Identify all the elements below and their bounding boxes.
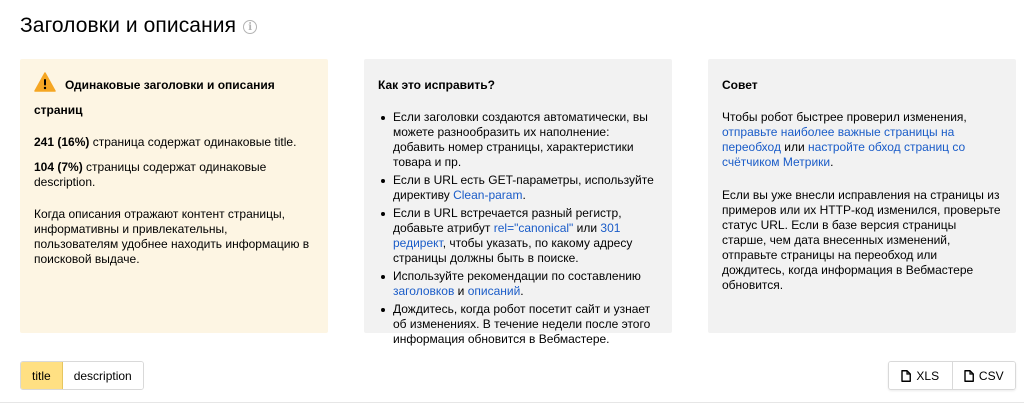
export-group [888, 361, 1016, 390]
list-item-text: и [454, 284, 468, 298]
tip-paragraph-2: Если вы уже внесли исправления на страницы из примеров или их HTTP-код изменился, проверьте статус URL. Если в базе версия страницы старше, чем дата внесенных изменений, отправьте страницы на переобход или дождитесь, когда информация в Вебмастере обновится. [722, 188, 1001, 292]
list-item-text: Дождитесь, когда робот посетит сайт и узнает об изменениях. В течение недели после этого информация обновится в Вебмастере. [393, 302, 651, 346]
stat-text: страница содержат одинаковые title. [89, 135, 297, 149]
titles-guide-link[interactable]: заголовков [393, 284, 455, 298]
list-item-text: , чтобы указать, по какому адресу страницы должны быть в поиске. [393, 236, 633, 265]
list-item [378, 206, 658, 266]
canonical-link[interactable]: rel="canonical" [493, 221, 574, 235]
export-csv-label: CSV [978, 368, 1004, 383]
file-icon [901, 370, 911, 382]
tab-group [20, 361, 144, 390]
warning-title-line1: Одинаковые заголовки и описания [65, 78, 275, 92]
stat-text: страницы содержат одинаковые description. [34, 160, 267, 189]
warning-card [20, 59, 328, 333]
list-item-text: Если в URL встречается разный регистр, добавьте атрибут [393, 206, 622, 235]
export-csv-button[interactable] [952, 362, 1016, 389]
fix-list [378, 110, 658, 347]
stat-value: 104 (7%) [34, 160, 83, 174]
list-item [378, 269, 658, 299]
list-item [378, 173, 658, 203]
page-title: Заголовки и описания [20, 14, 237, 37]
tab-description[interactable]: description [63, 362, 143, 389]
list-item-text: или [573, 221, 601, 235]
warning-title [34, 76, 314, 93]
tip-paragraph-1 [722, 110, 1002, 170]
tip-text: . [830, 155, 834, 169]
warning-triangle-icon [34, 72, 56, 92]
export-xls-label: XLS [916, 368, 940, 383]
list-item-text: . [522, 188, 526, 202]
tip-heading: Совет [722, 78, 758, 92]
divider [0, 402, 1024, 403]
header [20, 14, 257, 38]
file-icon [964, 370, 974, 382]
redirect-301-link[interactable]: 301 редирект [393, 221, 621, 250]
warning-description: Когда описания отражают контент страницы, информативны и привлекательны, пользователям удобнее находить информацию в поисковой выдаче. [34, 207, 310, 266]
warning-title-line2: страниц [34, 103, 83, 117]
recrawl-link[interactable]: отправьте наиболее важные страницы на переобход [722, 125, 955, 154]
list-item [378, 302, 658, 347]
fix-heading: Как это исправить? [378, 78, 495, 92]
stat-title-duplicates [34, 135, 314, 150]
tip-card [708, 59, 1016, 333]
stat-description-duplicates [34, 160, 314, 190]
clean-param-link[interactable]: Clean-param [453, 188, 523, 202]
stat-value: 241 (16%) [34, 135, 90, 149]
list-item-text: Если заголовки создаются автоматически, вы можете разнообразить их наполнение: добавить номер страницы, характеристики товара и пр. [393, 110, 648, 169]
list-item [378, 110, 658, 170]
tip-text: Чтобы робот быстрее проверил изменения, [722, 110, 967, 124]
info-icon[interactable]: i [243, 20, 257, 34]
descriptions-guide-link[interactable]: описаний [467, 284, 521, 298]
tab-title[interactable]: title [21, 362, 63, 389]
fix-card [364, 59, 672, 346]
list-item-text: . [520, 284, 524, 298]
list-item-text: Если в URL есть GET-параметры, используйте директиву [393, 173, 654, 202]
list-item-text: Используйте рекомендации по составлению [393, 269, 641, 283]
export-xls-button[interactable] [889, 362, 952, 389]
metrica-crawl-link[interactable]: настройте обход страниц со счётчиком Метрики [722, 140, 966, 169]
tip-text: или [780, 140, 809, 154]
